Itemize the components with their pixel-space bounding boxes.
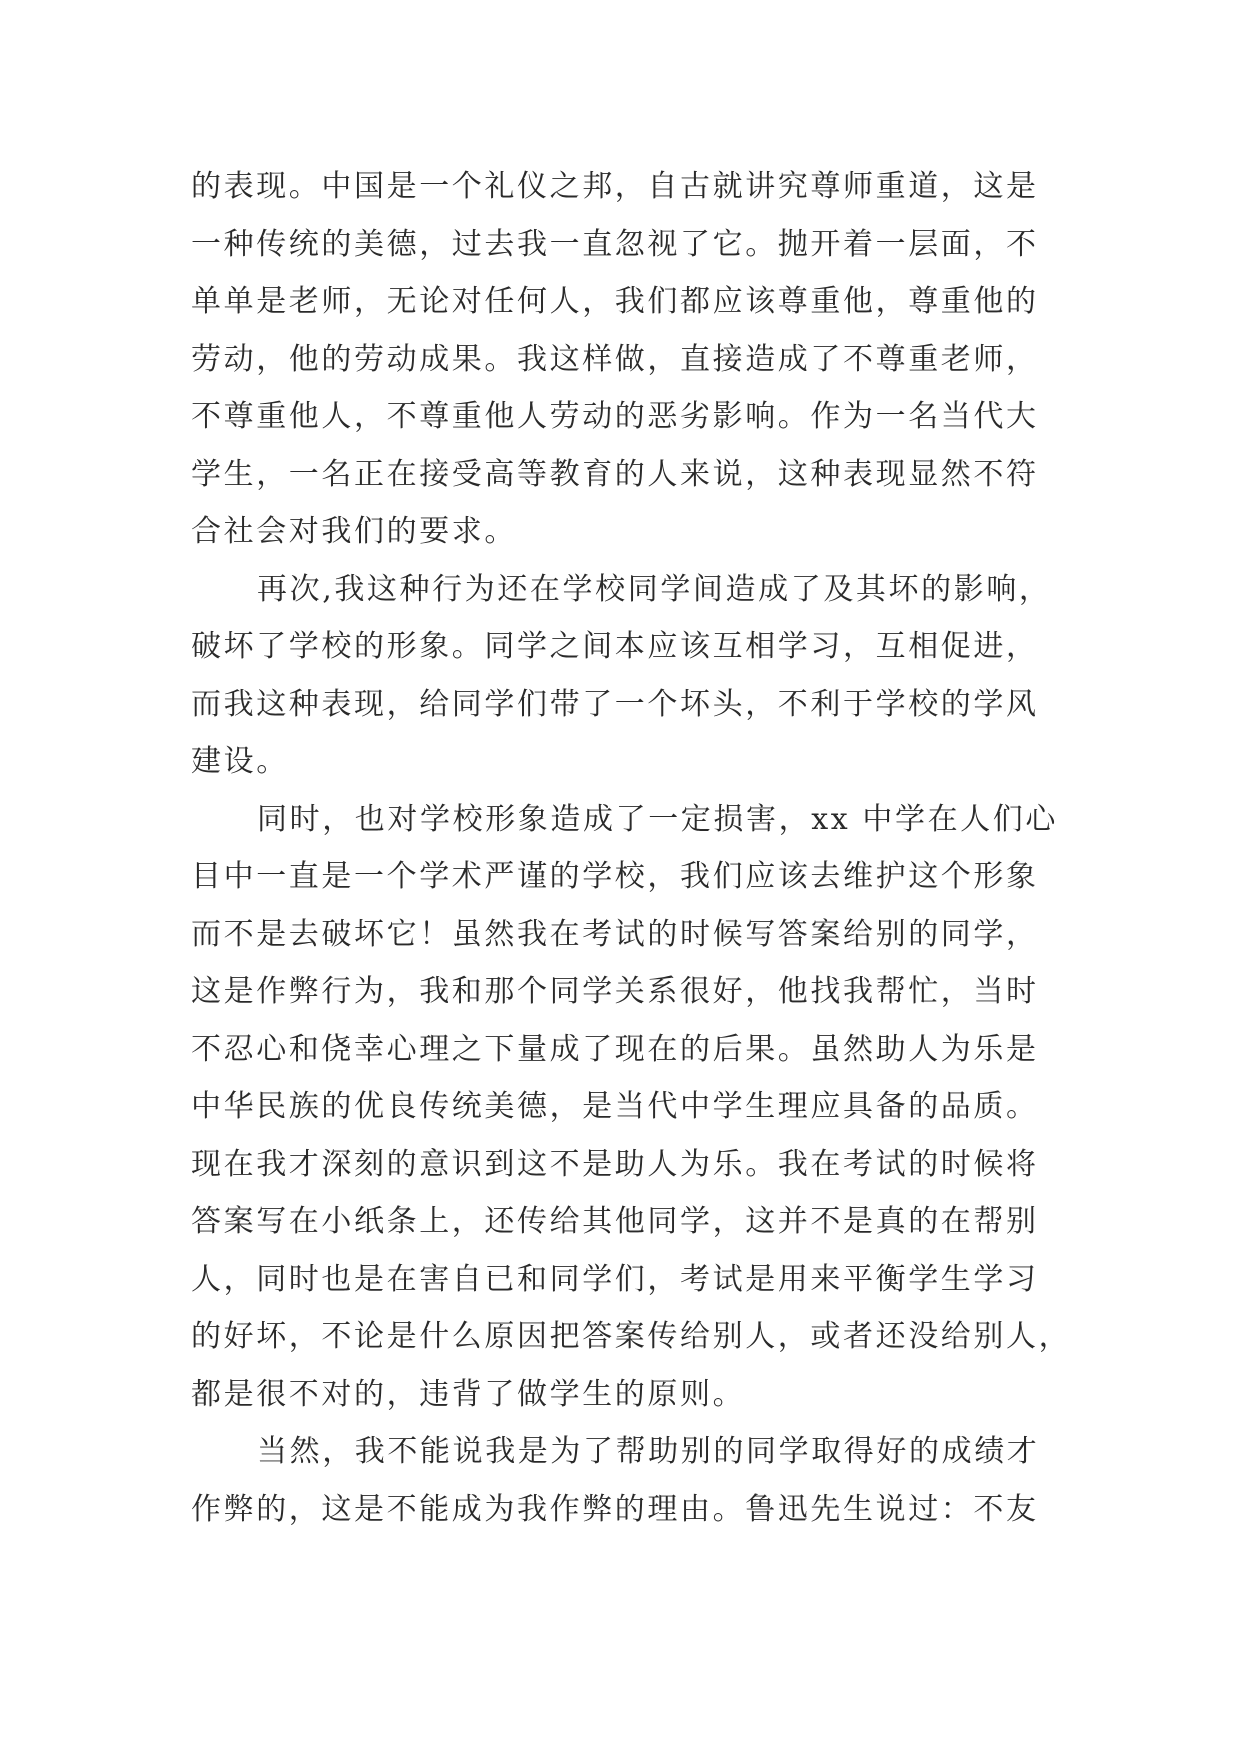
text-line: 答案写在小纸条上，还传给其他同学，这并不是真的在帮别 [191,1204,1039,1239]
text-line: 的好坏，不论是什么原因把答案传给别人，或者还没给别人， [191,1319,1072,1354]
text-line: 目中一直是一个学术严谨的学校，我们应该去维护这个形象 [191,859,1039,894]
document-body [191,158,1071,1538]
text-line: 的表现。中国是一个礼仪之邦，自古就讲究尊师重道，这是 [191,169,1039,204]
text-line: 一种传统的美德，过去我一直忽视了它。抛开着一层面，不 [191,226,1039,262]
text-line: 劳动，他的劳动成果。我这样做，直接造成了不尊重老师， [191,341,1039,377]
text-line: 当然，我不能说我是为了帮助别的同学取得好的成绩才 [257,1434,1040,1469]
text-line: 这是作弊行为，我和那个同学关系很好，他找我帮忙，当时 [191,974,1039,1009]
text-line: 而不是去破坏它！虽然我在考试的时候写答案给别的同学， [191,916,1039,952]
text-line: 作弊的，这是不能成为我作弊的理由。鲁迅先生说过：不友 [191,1491,1039,1527]
text-line: 再次,我这种行为还在学校同学间造成了及其坏的影响， [257,571,1052,607]
text-line: 单单是老师，无论对任何人，我们都应该尊重他，尊重他的 [191,284,1039,319]
text-line: 而我这种表现，给同学们带了一个坏头，不利于学校的学风 [191,686,1039,722]
text-line: 现在我才深刻的意识到这不是助人为乐。我在考试的时候将 [191,1146,1039,1182]
text-line: 学生，一名正在接受高等教育的人来说，这种表现显然不符 [191,456,1039,492]
text-line: 不尊重他人，不尊重他人劳动的恶劣影响。作为一名当代大 [191,399,1039,434]
text-line: 破坏了学校的形象。同学之间本应该互相学习，互相促进， [191,629,1039,664]
text-line: 都是很不对的，违背了做学生的原则。 [191,1376,746,1412]
text-line: 同时，也对学校形象造成了一定损害，xx 中学在人们心 [257,801,1058,837]
text-line: 中华民族的优良传统美德，是当代中学生理应具备的品质。 [191,1089,1039,1124]
text-line: 建设。 [191,744,289,779]
text-line: 人，同时也是在害自已和同学们，考试是用来平衡学生学习 [191,1261,1039,1297]
text-line: 不忍心和侥幸心理之下量成了现在的后果。虽然助人为乐是 [191,1031,1039,1067]
text-line: 合社会对我们的要求。 [191,514,517,549]
